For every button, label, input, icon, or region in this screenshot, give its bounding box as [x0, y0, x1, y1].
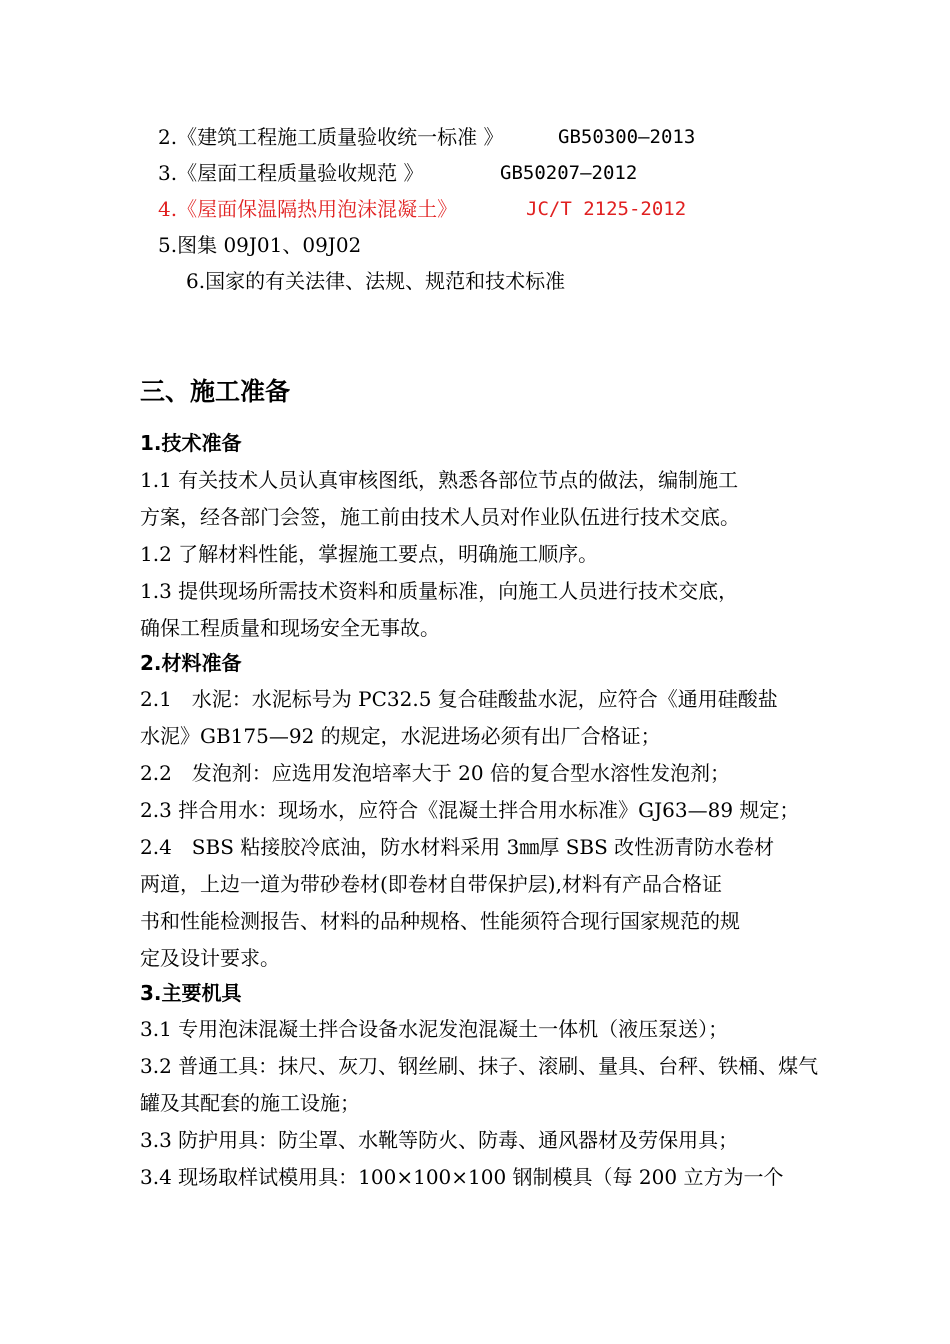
ref-title: 6.国家的有关法律、法规、规范和技术标准 — [186, 269, 566, 293]
ref-title: 2.《建筑工程施工质量验收统一标准 》 — [158, 125, 504, 149]
tech-heading: 1.技术准备 — [140, 431, 242, 455]
material-line: 2.4 SBS 粘接胶冷底油，防水材料采用 3㎜厚 SBS 改性沥青防水卷材 — [140, 835, 775, 859]
tech-line: 1.2 了解材料性能，掌握施工要点，明确施工顺序。 — [140, 542, 599, 566]
tech-line: 1.1 有关技术人员认真审核图纸，熟悉各部位节点的做法，编制施工 — [140, 468, 739, 492]
material-line: 水泥》GB175—92 的规定，水泥进场必须有出厂合格证； — [140, 724, 661, 748]
tools-line: 3.4 现场取样试模用具：100×100×100 钢制模具（每 200 立方为一个 — [140, 1165, 784, 1189]
ref-code: JC/T 2125-2012 — [526, 198, 687, 220]
section-title: 三、施工准备 — [140, 377, 291, 406]
ref-code: GB50300—2013 — [558, 126, 696, 148]
material-line: 2.2 发泡剂：应选用发泡培率大于 20 倍的复合型水溶性发泡剂； — [140, 761, 730, 785]
ref-title: 4.《屋面保温隔热用泡沫混凝土》 — [158, 197, 458, 221]
ref-item-6 — [186, 268, 565, 294]
material-line: 2.1 水泥：水泥标号为 PC32.5 复合硅酸盐水泥，应符合《通用硅酸盐 — [140, 687, 778, 711]
ref-item-5 — [158, 232, 361, 258]
ref-item-2 — [158, 124, 503, 150]
tech-line: 方案，经各部门会签，施工前由技术人员对作业队伍进行技术交底。 — [140, 505, 740, 529]
material-line: 2.3 拌合用水：现场水，应符合《混凝土拌合用水标准》GJ63—89 规定； — [140, 798, 800, 822]
tech-line: 1.3 提供现场所需技术资料和质量标准，向施工人员进行技术交底， — [140, 579, 739, 603]
tools-heading: 3.主要机具 — [140, 981, 242, 1005]
tools-line: 罐及其配套的施工设施； — [140, 1091, 360, 1115]
tools-line: 3.2 普通工具：抹尺、灰刀、钢丝刷、抹子、滚刷、量具、台秤、铁桶、煤气 — [140, 1054, 819, 1078]
ref-title: 3.《屋面工程质量验收规范 》 — [158, 161, 424, 185]
tools-line: 3.3 防护用具：防尘罩、水靴等防火、防毒、通风器材及劳保用具； — [140, 1128, 739, 1152]
tech-line: 确保工程质量和现场安全无事故。 — [140, 616, 440, 640]
material-heading: 2.材料准备 — [140, 651, 242, 675]
material-line: 定及设计要求。 — [140, 946, 280, 970]
material-line: 书和性能检测报告、材料的品种规格、性能须符合现行国家规范的规 — [140, 909, 740, 933]
tools-line: 3.1 专用泡沫混凝土拌合设备水泥发泡混凝土一体机（液压泵送）； — [140, 1017, 729, 1041]
material-line: 两道，上边一道为带砂卷材(即卷材自带保护层),材料有产品合格证 — [140, 872, 722, 896]
ref-item-3 — [158, 160, 423, 186]
ref-item-4 — [158, 196, 457, 222]
ref-title: 5.图集 09J01、09J02 — [158, 233, 362, 257]
ref-code: GB50207—2012 — [500, 162, 638, 184]
